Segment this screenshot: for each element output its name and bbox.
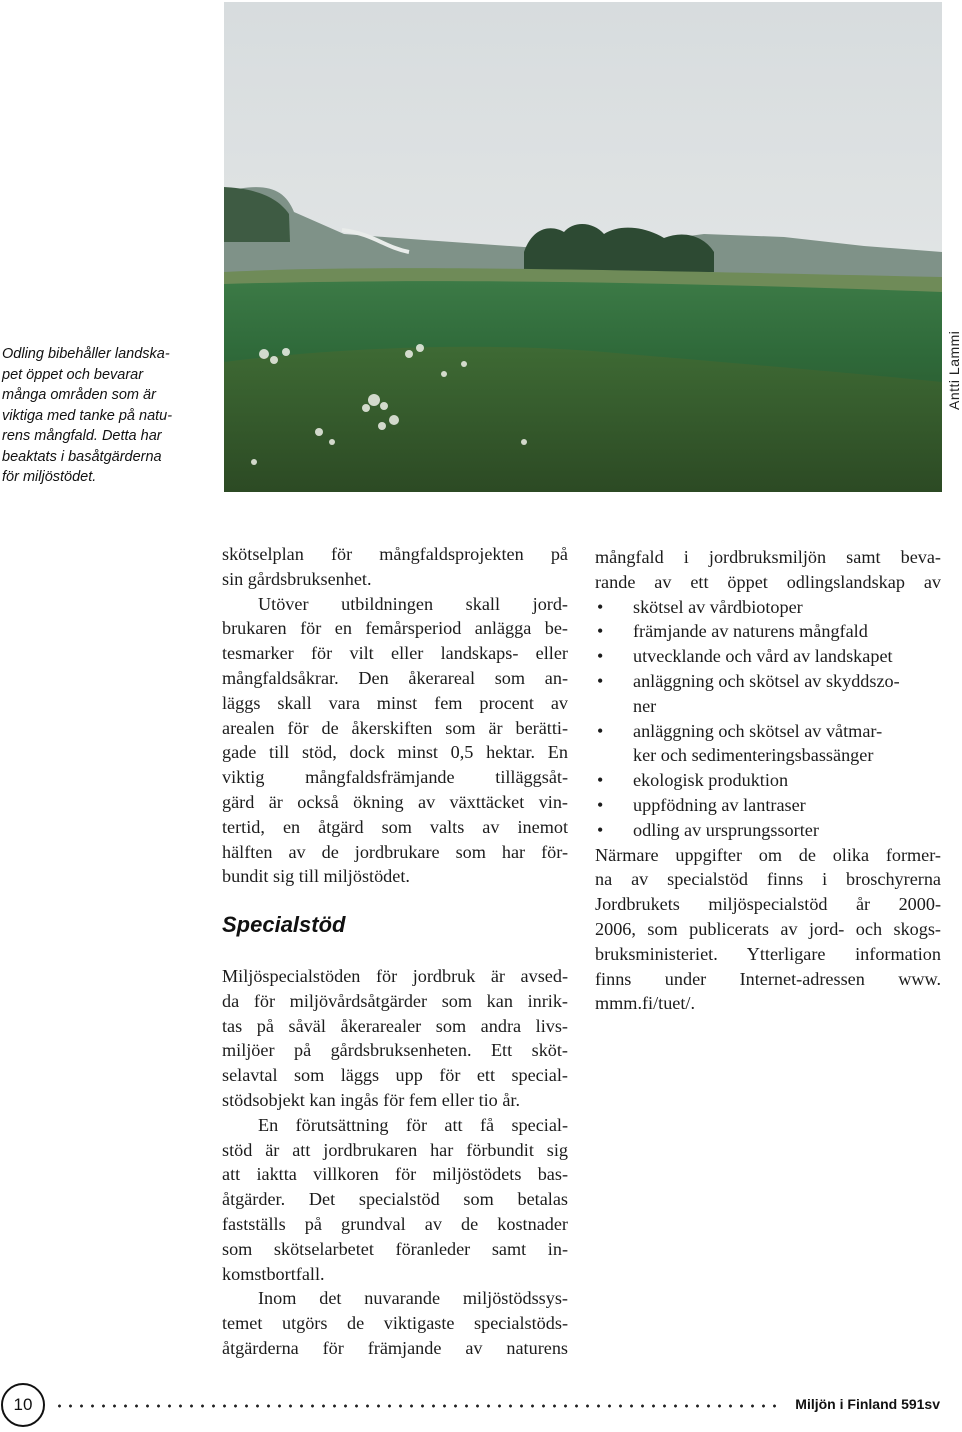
- text-line: • utvecklande och vård av landskapet: [633, 646, 893, 667]
- text-line: mångfaldsåkrar. Den åkerareal som an-: [222, 667, 568, 688]
- caption-line: många områden som är: [2, 387, 156, 403]
- caption-line: för miljöstödet.: [2, 469, 97, 485]
- photo-credit-text: Antti Lammi: [946, 330, 962, 410]
- list-item: [595, 768, 941, 793]
- list-item: [595, 719, 941, 769]
- text-line: na av specialstöd finns i broschyrerna: [595, 869, 941, 890]
- text-line: åtgärder. Det specialstöd som betalas: [222, 1189, 568, 1210]
- text-line: • skötsel av vårdbiotoper: [633, 596, 803, 617]
- text-line: gade till stöd, dock minst 0,5 hektar. En: [222, 742, 568, 763]
- list-item: [595, 793, 941, 818]
- text-line: bundit sig till miljöstödet.: [222, 866, 410, 887]
- text-line: fastställs på grundval av de kostnader: [222, 1213, 568, 1234]
- paragraph: [595, 545, 941, 595]
- bullet-list: [595, 595, 941, 843]
- text-line: stödsobjekt kan ingås för fem eller tio år.: [222, 1089, 520, 1110]
- caption-line: pet öppet och bevarar: [2, 366, 144, 383]
- list-item: [595, 669, 941, 719]
- right-column: [595, 545, 941, 1016]
- caption-line: rens mångfald. Detta har: [2, 428, 162, 444]
- text-line: tesmarker för vilt eller landskaps- eller: [222, 643, 568, 664]
- text-line: Närmare uppgifter om de olika former-: [595, 844, 941, 865]
- text-line: skötselplan för mångfaldsprojekten på: [222, 544, 568, 564]
- paragraph: [222, 1113, 568, 1287]
- photo-caption: [2, 344, 214, 488]
- text-line: Jordbrukets miljöspecialstöd år 2000-: [595, 894, 941, 915]
- text-line: miljöer på gårdsbruksenheten. Ett sköt-: [222, 1040, 568, 1061]
- caption-line: Odling bibehåller landska-: [2, 346, 170, 362]
- text-line: komstbortfall.: [222, 1263, 325, 1284]
- list-item: [595, 595, 941, 620]
- text-line: läggs skall vara minst fem procent av: [222, 692, 568, 713]
- text-line: rande av ett öppet odlingslandskap av: [595, 571, 941, 592]
- landscape-photo-illustration: [224, 2, 942, 492]
- text-line: mångfald i jordbruksmiljön samt beva-: [595, 547, 941, 567]
- text-line: • anläggning och skötsel av våtmar-: [633, 720, 883, 741]
- text-line: stöd är att jordbrukaren har förbundit sig: [222, 1139, 568, 1160]
- page-footer: [0, 1382, 960, 1430]
- text-line: bruksministeriet. Ytterligare information: [595, 943, 941, 964]
- text-line: sin gårdsbruksenhet.: [222, 568, 372, 589]
- middle-column-lower: [222, 964, 568, 1361]
- text-line: temet utgörs de viktigaste specialstöds-: [222, 1313, 568, 1334]
- paragraph: [595, 843, 941, 1017]
- list-item: [595, 644, 941, 669]
- paragraph: [222, 542, 568, 592]
- text-line: Inom det nuvarande miljöstödssys-: [258, 1288, 568, 1309]
- text-line: tas på såväl åkerarealer som andra livs-: [222, 1015, 568, 1036]
- caption-line: beaktats i basåtgärderna: [2, 448, 162, 465]
- text-line: • anläggning och skötsel av skyddszo-: [633, 670, 900, 691]
- text-line: gärd är också ökning av växttäcket vin-: [222, 791, 568, 812]
- text-line: • ekologisk produktion: [633, 770, 789, 791]
- page-number: 10: [1, 1383, 45, 1427]
- text-line: Utöver utbildningen skall jord-: [258, 593, 568, 614]
- text-line: tertid, en åtgärd som valts av inemot: [222, 816, 568, 837]
- text-line: • främjande av naturens mångfald: [633, 621, 868, 642]
- text-line: En förutsättning för att få special-: [258, 1114, 568, 1135]
- text-line: arealen för de åkerskiften som är berätti-: [222, 717, 568, 738]
- paragraph: [222, 1286, 568, 1360]
- text-line: att iaktta villkoren för miljöstödets bas-: [222, 1164, 568, 1185]
- list-item: [595, 818, 941, 843]
- paragraph: [222, 592, 568, 890]
- text-line: 2006, som publicerats av jord- och skogs-: [595, 918, 941, 939]
- landscape-photo: [224, 2, 942, 492]
- text-line: selavtal som läggs upp för ett special-: [222, 1065, 568, 1086]
- text-line: • odling av ursprungssorter: [633, 819, 819, 840]
- text-line: ker och sedimenteringsbassänger: [633, 745, 874, 766]
- middle-column: [222, 542, 568, 889]
- text-line: mmm.fi/tuet/.: [595, 993, 696, 1014]
- text-line: finns under Internet-adressen www.: [595, 968, 941, 989]
- text-line: viktig mångfaldsfrämjande tilläggsåt-: [222, 767, 568, 788]
- text-line: • uppfödning av lantraser: [633, 794, 806, 815]
- text-line: som skötselarbetet föranleder samt in-: [222, 1238, 568, 1259]
- list-item: [595, 619, 941, 644]
- paragraph: [222, 964, 568, 1113]
- text-line: ner: [633, 695, 657, 716]
- text-line: brukaren för en femårsperiod anlägga be-: [222, 618, 568, 639]
- text-line: hälften av de jordbrukare som har för-: [222, 841, 568, 862]
- text-line: da för miljövårdsåtgärder som kan inrik-: [222, 990, 568, 1011]
- text-line: åtgärderna för främjande av naturens: [222, 1337, 568, 1358]
- section-heading: Specialstöd: [222, 912, 346, 937]
- publication-title: Miljön i Finland 591sv: [795, 1396, 940, 1412]
- dotted-rule: [54, 1404, 776, 1408]
- caption-line: viktiga med tanke på natu-: [2, 407, 173, 424]
- text-line: Miljöspecialstöden för jordbruk är avsed-: [222, 966, 568, 986]
